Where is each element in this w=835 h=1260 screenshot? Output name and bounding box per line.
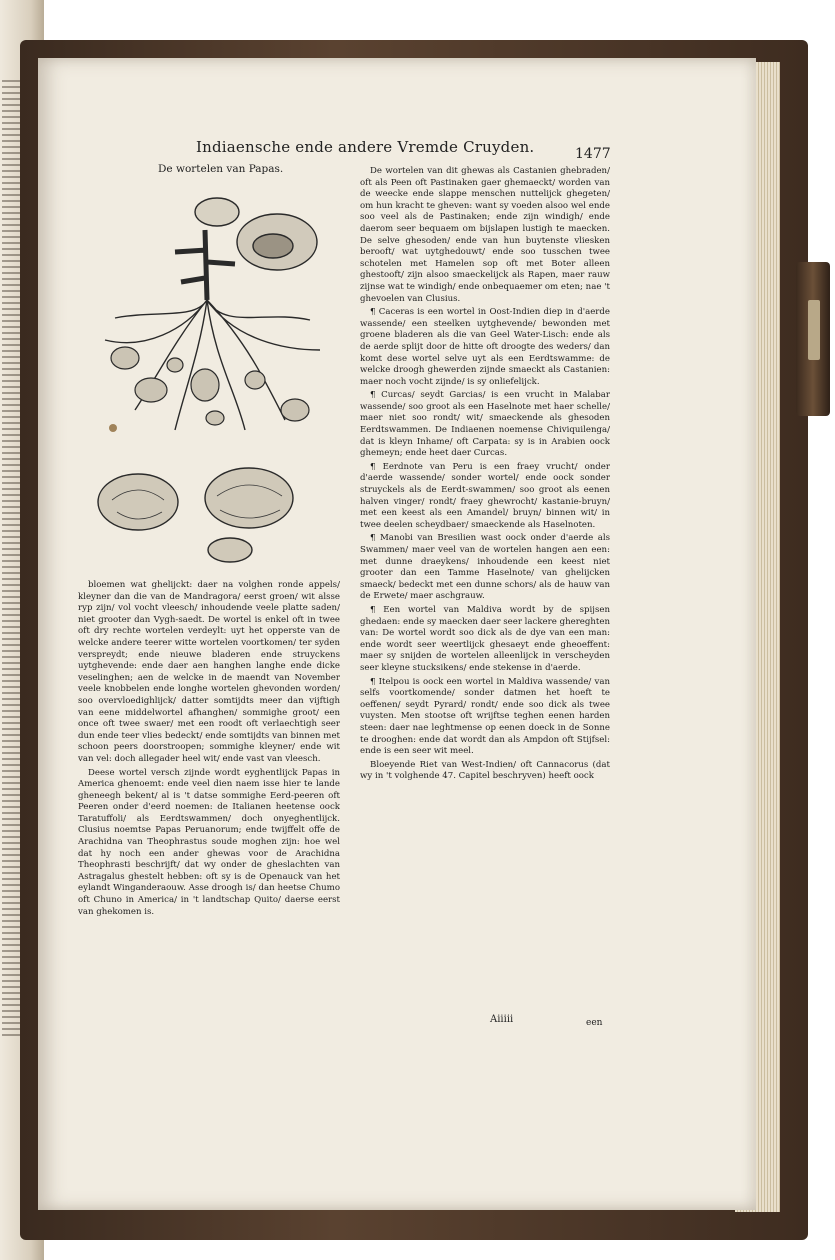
text-paragraph: ¶ Een wortel van Maldiva wordt by de spijsen ghedaen: ende sy maecken daer seer lackere ghereghten van: De wortel wordt soo dick als de dye van een man: ende wordt seer weertlijck ghesaeyt ende gheoeffent: maer sy snijden de wortelen alleenlijck in verscheyden seer kleyne stucksikens/ ende stekense in d'aerde. [360, 604, 610, 673]
text-paragraph: ¶ Eerdnote van Peru is een fraey vrucht/ onder d'aerde wassende/ sonder wortel/ ende oock sonder struyckels als de Eerdt-swammen/ soo groot als eenen halven vinger/ rondt/ fraey ghewrocht/ kastanie-bruyn/ met een keest als een Amandel/ bruyn/ binnen wit/ in twee deelen scheydbaer/ smaeckende als Haselnoten. [360, 461, 610, 530]
figure-caption: De wortelen van Papas. [158, 163, 284, 175]
potato-tubers-woodcut [92, 460, 302, 570]
left-text-column [78, 580, 340, 1018]
running-head: Indiaensche ende andere Vremde Cruyden. [196, 138, 535, 156]
text-paragraph: De wortelen van dit ghewas als Castanien ghebraden/ oft als Peen oft Pastinaken gaer ghemaeckt/ worden van de weecke ende slappe menschen nuttelijck ghegeten/ om hun kracht te gheven: want sy voeden alsoo wel ende soo veel als de Pastinaken; ende zijn windigh/ ende daerom seer bequaem om bijslapen lustigh te maecken. De selve ghesoden/ ende van hun buytenste vliesken berooft/ wat uytghedouwt/ ende soo tusschen twee schotelen met Hamelen sop oft met Boter alleen ghestooft/ zijn alsoo smaeckelijck als Rapen, maer rauw zijnse wat te windigh/ ende onbequaemer om eten; nae 't ghevoelen van Clusius. [360, 166, 610, 304]
potato-plant-woodcut [95, 190, 330, 440]
right-text-column [360, 166, 610, 1021]
text-paragraph: ¶ Curcas/ seydt Garcias/ is een vrucht in Malabar wassende/ soo groot als een Haselnote met haer schelle/ maer niet soo rondt/ wit/ smaeckende als ghesoden Eerdtswammen. De Indiaenen noemense Chiviquilenga/ dat is kleyn Inhame/ oft Carpata: sy is in Arabien oock ghemeyn; ende heet daer Curcas. [360, 390, 610, 459]
signature-mark: Aiiiii [490, 1014, 514, 1025]
text-paragraph: Deese wortel versch zijnde wordt eyghentlijck Papas in America ghenoemt: ende veel dien naem isse hier te lande gheneegh bekent/ al is 't datse sommighe Eerd-peeren oft Peeren onder d'eerd noemen: de Italianen heetense oock Taratuffoli/ als Eerdtswammen/ doch onyeghentlijck. Clusius noemtse Papas Peruanorum; ende twijffelt offe de Arachidna van Theophrastus soude moghen zijn: hoe wel dat hy noch een ander ghewas voor de Arachidna Theophrasti beschrijft/ dat wy onder de gheslachten van Astragalus ghestelt hebben: oft sy is de Openauck van het eylandt Winganderaouw. Asse droogh is/ dan heetse Chumo oft Chuno in America/ in 't landtschap Quito/ daerse eerst van ghekomen is. [78, 767, 340, 917]
page-number: 1477 [575, 146, 611, 162]
text-paragraph: ¶ Manobi van Bresilien wast oock onder d'aerde als Swammen/ maer veel van de wortelen hangen aen een: met dunne draeykens/ inhoudende een keest niet grooter dan een Tamme Haselnote/ van ghelijcken smaeck/ bedeckt met een dunne schors/ als de hauw van de Erwete/ maer aschgrauw. [360, 533, 610, 602]
clasp-pin [808, 300, 820, 360]
text-paragraph: bloemen wat ghelijckt: daer na volghen ronde appels/ kleyner dan die van de Mandragora/ eerst groen/ wit alsse ryp zijn/ vol vocht vleesch/ inhoudende veele platte saden/ niet grooter dan Vygh-saedt. De wortel is enkel oft in twee oft dry rechte wortelen verdeylt: uyt het opperste van de welcke andere teerer witte wortelen voortkomen/ ter syden verspreydt; ende nieuwe bladeren ende struyckens uytghevende: ende daer aen hanghen langhe ende dicke veselinghen; aen de welcke in de maendt van November veele knobbelen ende longhe wortelen ghevonden worden/ soo overvloedighlijck/ datter somtijdts meer dan vijftigh van eene middelwortel afhanghen/ sommighe groot/ een once oft twee swaer/ met een roodt oft verlaechtigh seer dun ende teer vlies bedeckt/ ende somtijdts van binnen met schoon peers doorstroopen; sommighe kleyner/ ende wit van vel: doch allegader heel wit/ ende vast van vleesch. [78, 580, 340, 764]
text-paragraph: Bloeyende Riet van West-Indien/ oft Cannacorus (dat wy in 't volghende 47. Capitel beschryven) heeft oock [360, 759, 610, 782]
catchword: een [586, 1018, 603, 1028]
text-paragraph: ¶ Itelpou is oock een wortel in Maldiva wassende/ van selfs voortkomende/ sonder datmen het hoeft te oeffenen/ seydt Pyrard/ rondt/ ende soo dick als twee vuysten. Men stootse oft wrijftse teghen eenen harden steen: daer nae leghtmense op eenen doeck in de Sonne te drooghen: ende dat wordt dan als Ampdon oft Stijfsel: ende is een seer wit meel. [360, 676, 610, 757]
text-paragraph: ¶ Caceras is een wortel in Oost-Indien diep in d'aerde wassende/ een steelken uytghevende/ bewonden met groene bladeren als die van Geel Water-Lisch: ende als de aerde splijt door de hitte oft droogte des weders/ dan komt dese wortel selve uyt als een Eerdtswamme: de welcke droogh ghewerden zijnde smaeckt als Castanien: maer noch vocht zijnde/ is sy onliefelijck. [360, 307, 610, 387]
